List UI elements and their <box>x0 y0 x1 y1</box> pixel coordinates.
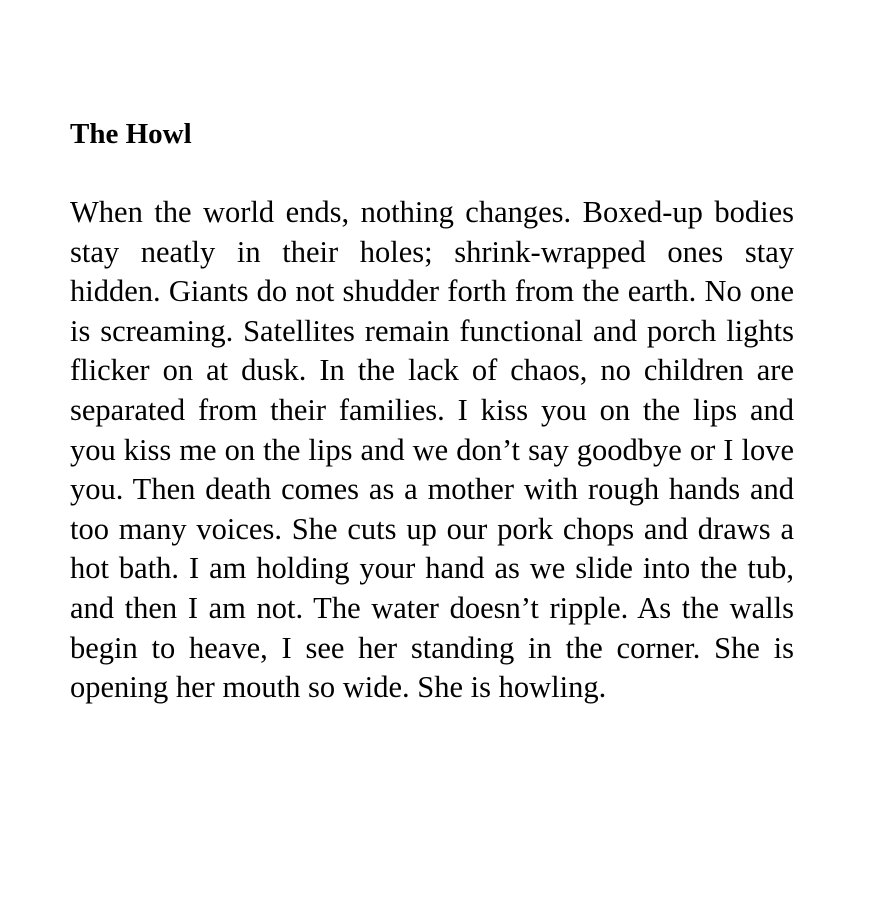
document-title: The Howl <box>70 118 192 150</box>
document-body: When the world ends, nothing changes. Boxed-up bodies stay neatly in their holes; shrink-wrapped ones stay hidden. Giants do not shudder forth from the earth. No one is screaming. Satellites remain functional and porch lights flicker on at dusk. In the lack of chaos, no children are separated from their families. I kiss you on the lips and you kiss me on the lips and we don’t say goodbye or I love you. Then death comes as a mother with rough hands and too many voices. She cuts up our pork chops and draws a hot bath. I am holding your hand as we slide into the tub, and then I am not. The water doesn’t ripple. As the walls begin to heave, I see her standing in the corner. She is opening her mouth so wide. She is howling. <box>70 195 794 705</box>
